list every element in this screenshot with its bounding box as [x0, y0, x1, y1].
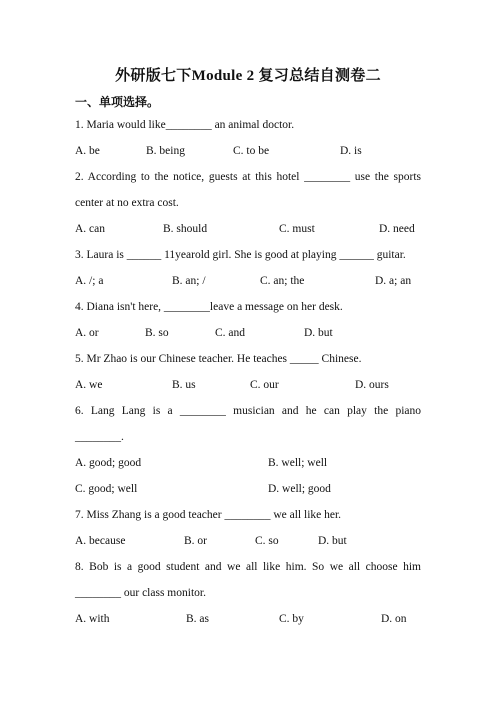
question-3-option-d: D. a; an	[375, 275, 412, 287]
question-8-option-b: B. as	[186, 613, 209, 625]
question-7-option-d: D. but	[318, 535, 347, 547]
question-7-option-a: A. because	[75, 535, 126, 547]
question-4-option-c: C. and	[215, 327, 246, 339]
question-2-stem-line-2: center at no extra cost.	[75, 197, 179, 209]
question-2-option-d: D. need	[379, 223, 415, 235]
question-6-stem-line-2: ________.	[75, 431, 124, 443]
question-2-option-b: B. should	[163, 223, 208, 235]
question-7-option-c: C. so	[255, 535, 279, 547]
question-2-option-a: A. can	[75, 223, 106, 235]
question-3-option-a: A. /; a	[75, 275, 104, 287]
question-8-option-a: A. with	[75, 613, 110, 625]
question-6-option-a: A. good; good	[75, 457, 142, 469]
question-4-stem: 4. Diana isn't here, ________leave a message on her desk.	[75, 301, 343, 313]
question-4-option-b: B. so	[145, 327, 169, 339]
section-heading: 一、单项选择。	[75, 95, 160, 109]
page-title: 外研版七下Module 2 复习总结自测卷二	[115, 68, 381, 84]
question-2-stem-line-1: 2. According to the notice, guests at this hotel ________ use the sports	[75, 171, 421, 183]
question-1-stem: 1. Maria would like________ an animal doctor.	[75, 119, 295, 131]
question-1-option-d: D. is	[340, 145, 362, 157]
question-7-option-b: B. or	[184, 535, 207, 547]
question-8-option-d: D. on	[381, 613, 407, 625]
question-8-option-c: C. by	[279, 613, 304, 625]
question-1-option-a: A. be	[75, 145, 100, 157]
question-1-option-b: B. being	[146, 145, 185, 157]
question-5-option-d: D. ours	[355, 379, 389, 391]
question-4-option-d: D. but	[304, 327, 333, 339]
question-8-stem-line-1: 8. Bob is a good student and we all like him. So we all choose him	[75, 561, 421, 573]
question-5-option-b: B. us	[172, 379, 196, 391]
question-6-option-c: C. good; well	[75, 483, 138, 495]
question-6-stem-line-1: 6. Lang Lang is a ________ musician and he can play the piano	[75, 405, 421, 417]
question-6-option-d: D. well; good	[268, 483, 331, 495]
question-5-stem: 5. Mr Zhao is our Chinese teacher. He teaches _____ Chinese.	[75, 353, 362, 365]
question-5-option-c: C. our	[250, 379, 279, 391]
question-5-option-a: A. we	[75, 379, 103, 391]
question-8-stem-line-2: ________ our class monitor.	[75, 587, 206, 599]
question-2-option-c: C. must	[279, 223, 315, 235]
question-3-option-c: C. an; the	[260, 275, 305, 287]
question-7-stem: 7. Miss Zhang is a good teacher ________ we all like her.	[75, 509, 342, 521]
question-1-option-c: C. to be	[233, 145, 270, 157]
question-3-stem: 3. Laura is ______ 11yearold girl. She is good at playing ______ guitar.	[75, 249, 406, 261]
question-6-option-b: B. well; well	[268, 457, 328, 469]
question-3-option-b: B. an; /	[172, 275, 206, 287]
question-4-option-a: A. or	[75, 327, 99, 339]
